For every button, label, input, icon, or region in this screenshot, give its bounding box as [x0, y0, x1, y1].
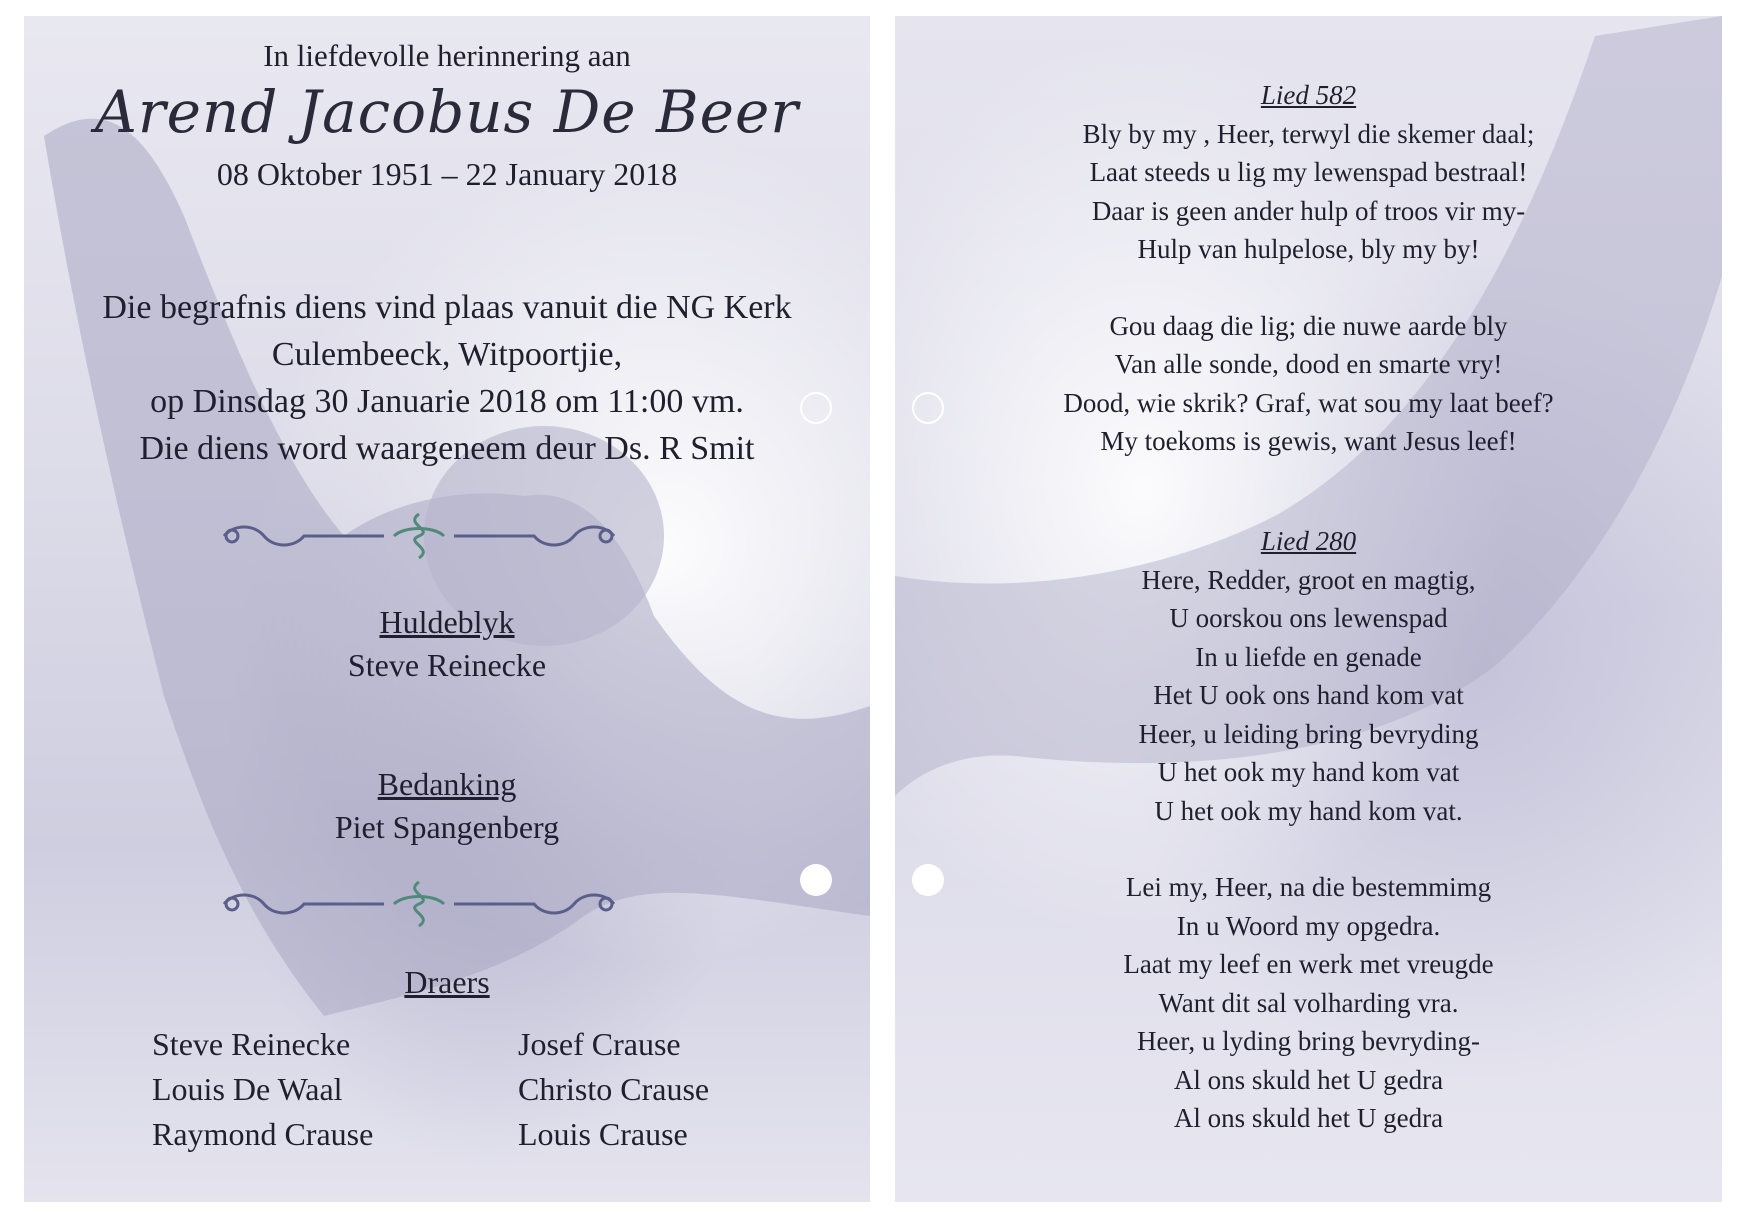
hymn-line: My toekoms is gewis, want Jesus leef!	[1100, 426, 1517, 456]
hymn-line: Dood, wie skrik? Graf, wat sou my laat beef?	[1063, 387, 1554, 418]
service-line: Die begrafnis diens vind plaas vanuit die NG Kerk	[102, 289, 792, 326]
bearer-name: Raymond Crause	[152, 1116, 374, 1152]
hymn-line: Van alle sonde, dood en smarte vry!	[1114, 349, 1503, 379]
service-details	[24, 284, 870, 472]
hymn-line: Hulp van hulpelose, bly my by!	[1137, 234, 1480, 264]
scroll-ornament-icon	[214, 506, 624, 566]
scroll-ornament-icon	[214, 874, 624, 934]
hymn-line: Heer, u leiding bring bevryding	[1138, 718, 1479, 749]
punch-hole	[912, 392, 944, 424]
service-line: Culembeeck, Witpoortjie,	[271, 336, 623, 373]
hymn-stanza	[895, 115, 1722, 269]
hymn-280	[895, 522, 1722, 1138]
hymn-line: In u Woord my opgedra.	[1176, 910, 1441, 941]
bearers-heading-wrap	[24, 964, 870, 1001]
bearers-left-column	[152, 1022, 373, 1157]
punch-hole	[800, 392, 832, 424]
left-panel	[24, 16, 870, 1202]
deceased-name: Arend Jacobus De Beer	[94, 78, 800, 146]
tribute-person: Steve Reinecke	[347, 647, 547, 683]
bearer-name: Josef Crause	[518, 1026, 681, 1062]
life-dates: 08 Oktober 1951 – 22 January 2018	[216, 156, 678, 192]
hymn-line: Laat steeds u lig my lewenspad bestraal!	[1089, 157, 1528, 187]
hymn-stanza	[895, 307, 1722, 461]
intro-text: In liefdevolle herinnering aan	[263, 38, 631, 73]
service-line: op Dinsdag 30 Januarie 2018 om 11:00 vm.	[150, 383, 744, 420]
punch-hole	[800, 864, 832, 896]
right-panel	[895, 16, 1722, 1202]
bearer-name: Steve Reinecke	[152, 1026, 351, 1062]
hymn-line: Daar is geen ander hulp of troos vir my-	[1091, 195, 1526, 226]
hymn-stanza	[895, 561, 1722, 831]
bearer-name: Louis Crause	[518, 1116, 688, 1152]
hymn-line: Bly by my , Heer, terwyl die skemer daal;	[1082, 118, 1535, 149]
tribute-section	[24, 604, 870, 684]
hymn-line: Laat my leef en werk met vreugde	[1123, 949, 1494, 979]
hymn-line: Heer, u lyding bring bevryding-	[1136, 1026, 1481, 1056]
hymn-stanza	[895, 868, 1722, 1138]
punch-hole	[912, 864, 944, 896]
hymn-line: Al ons skuld het U gedra	[1173, 1103, 1444, 1133]
thanks-person: Piet Spangenberg	[334, 809, 560, 845]
hymn-line: In u liefde en genade	[1195, 641, 1422, 672]
bearers-heading: Draers	[404, 964, 490, 1000]
hymn-line: U oorskou ons lewenspad	[1169, 603, 1448, 633]
tribute-heading: Huldeblyk	[379, 604, 515, 640]
hymn-582	[895, 76, 1722, 461]
hymn-title: Lied 280	[1260, 526, 1357, 556]
hymn-line: Want dit sal volharding vra.	[1158, 987, 1459, 1018]
hymn-line: Het U ook ons hand kom vat	[1153, 680, 1464, 710]
hymn-line: Here, Redder, groot en magtig,	[1141, 564, 1476, 595]
bearers-right-column	[518, 1022, 709, 1157]
thanks-heading: Bedanking	[377, 766, 517, 802]
bearer-name: Louis De Waal	[152, 1071, 343, 1107]
hymn-line: Lei my, Heer, na die bestemmimg	[1125, 872, 1492, 902]
hymn-line: Al ons skuld het U gedra	[1173, 1064, 1444, 1095]
service-line: Die diens word waargeneem deur Ds. R Smit	[139, 430, 755, 467]
hymn-line: Gou daag die lig; die nuwe aarde bly	[1109, 310, 1508, 341]
thanks-section	[24, 766, 870, 846]
bearer-name: Christo Crause	[518, 1071, 710, 1107]
hymn-title: Lied 582	[1260, 80, 1357, 110]
hymn-line: U het ook my hand kom vat.	[1154, 795, 1463, 826]
hymn-line: U het ook my hand kom vat	[1157, 757, 1460, 787]
